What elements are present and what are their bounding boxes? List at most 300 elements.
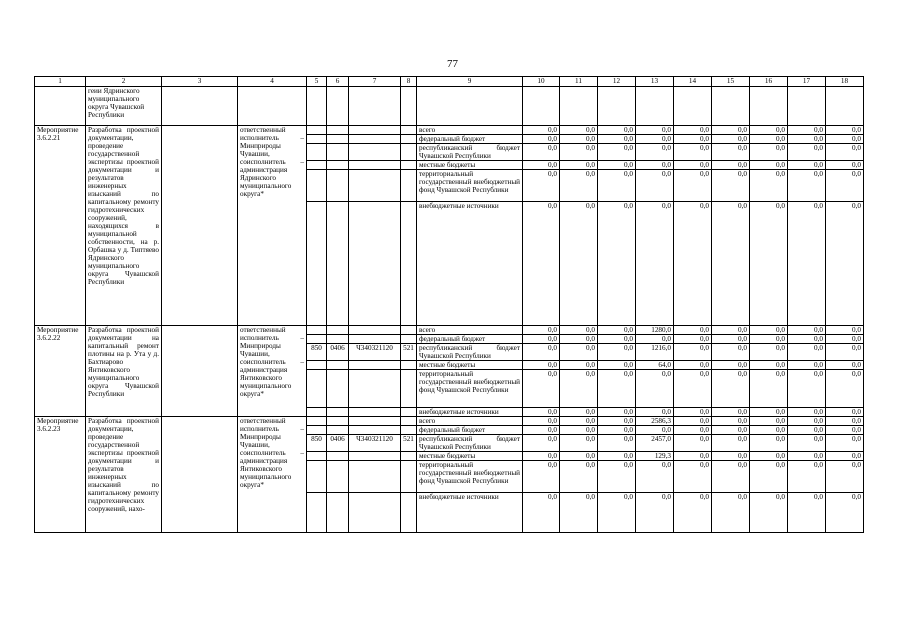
expense-type xyxy=(401,170,417,202)
value-year-13: 0,0 xyxy=(636,408,674,417)
value-year-12: 0,0 xyxy=(598,202,636,326)
value-year-12: 0,0 xyxy=(598,335,636,344)
section-code xyxy=(327,408,349,417)
value-year-16: 0,0 xyxy=(750,493,788,533)
header-cell-2: 2 xyxy=(86,77,162,87)
value-year-13: 0,0 xyxy=(636,135,674,144)
value-year-13: 0,0 xyxy=(636,126,674,135)
header-cell-18: 18 xyxy=(826,77,864,87)
value-year-16: 0,0 xyxy=(750,135,788,144)
value-year-12: 0,0 xyxy=(598,144,636,161)
value-year-14: 0,0 xyxy=(674,426,712,435)
value-year-11: 0,0 xyxy=(560,493,598,533)
value-year-18: 0,0 xyxy=(826,493,864,533)
expense-type xyxy=(401,493,417,533)
value-year-13: 2586,3 xyxy=(636,417,674,426)
expense-type xyxy=(401,461,417,493)
target-article xyxy=(349,202,401,326)
target-article xyxy=(349,126,401,135)
page-number: 77 xyxy=(447,58,458,70)
cont-col11 xyxy=(560,87,598,126)
section-code xyxy=(327,461,349,493)
value-year-11: 0,0 xyxy=(560,408,598,417)
value-year-14: 0,0 xyxy=(674,408,712,417)
value-year-15: 0,0 xyxy=(712,326,750,335)
header-cell-16: 16 xyxy=(750,77,788,87)
expense-type xyxy=(401,370,417,408)
header-cell-3: 3 xyxy=(162,77,238,87)
header-cell-1: 1 xyxy=(35,77,86,87)
expense-type xyxy=(401,144,417,161)
value-year-10: 0,0 xyxy=(523,370,560,408)
cont-col4 xyxy=(238,87,307,126)
target-article xyxy=(349,361,401,370)
target-article xyxy=(349,426,401,435)
value-year-18: 0,0 xyxy=(826,170,864,202)
value-year-17: 0,0 xyxy=(788,326,826,335)
value-year-12: 0,0 xyxy=(598,417,636,426)
header-cell-15: 15 xyxy=(712,77,750,87)
value-year-15: 0,0 xyxy=(712,426,750,435)
header-cell-10: 10 xyxy=(523,77,560,87)
funding-source: внебюджетные источники xyxy=(417,202,523,326)
grbs-code xyxy=(307,461,327,493)
value-year-16: 0,0 xyxy=(750,126,788,135)
expense-type xyxy=(401,326,417,335)
section-code xyxy=(327,452,349,461)
cont-col16 xyxy=(750,87,788,126)
header-cell-5: 5 xyxy=(307,77,327,87)
funding-source: федеральный бюджет xyxy=(417,335,523,344)
col3-empty xyxy=(162,417,238,533)
value-year-17: 0,0 xyxy=(788,144,826,161)
cont-col6 xyxy=(327,87,349,126)
funding-source: внебюджетные источники xyxy=(417,408,523,417)
value-year-11: 0,0 xyxy=(560,161,598,170)
value-year-17: 0,0 xyxy=(788,452,826,461)
value-year-18: 0,0 xyxy=(826,435,864,452)
value-year-18: 0,0 xyxy=(826,326,864,335)
value-year-10: 0,0 xyxy=(523,461,560,493)
value-year-15: 0,0 xyxy=(712,452,750,461)
section-code xyxy=(327,202,349,326)
value-year-13: 129,3 xyxy=(636,452,674,461)
value-year-10: 0,0 xyxy=(523,344,560,361)
funding-source: местные бюджеты xyxy=(417,161,523,170)
target-article xyxy=(349,452,401,461)
value-year-13: 0,0 xyxy=(636,370,674,408)
budget-table xyxy=(34,76,864,533)
value-year-18: 0,0 xyxy=(826,202,864,326)
value-year-16: 0,0 xyxy=(750,426,788,435)
value-year-16: 0,0 xyxy=(750,361,788,370)
value-year-15: 0,0 xyxy=(712,202,750,326)
value-year-10: 0,0 xyxy=(523,408,560,417)
section-code xyxy=(327,417,349,426)
value-year-14: 0,0 xyxy=(674,461,712,493)
funding-source: территориальный государственный внебюджетный фонд Чувашской Республики xyxy=(417,370,523,408)
value-year-15: 0,0 xyxy=(712,126,750,135)
responsible-executor: ответственный исполнитель – Минприроды Чувашии, соисполнитель – администрация Янтиковского муниципального округа* xyxy=(238,417,307,533)
cont-col10 xyxy=(523,87,560,126)
value-year-10: 0,0 xyxy=(523,426,560,435)
cont-col17 xyxy=(788,87,826,126)
section-code xyxy=(327,493,349,533)
header-cell-9: 9 xyxy=(417,77,523,87)
value-year-10: 0,0 xyxy=(523,452,560,461)
value-year-14: 0,0 xyxy=(674,144,712,161)
value-year-17: 0,0 xyxy=(788,202,826,326)
expense-type xyxy=(401,408,417,417)
value-year-15: 0,0 xyxy=(712,161,750,170)
value-year-18: 0,0 xyxy=(826,344,864,361)
funding-source: территориальный государственный внебюджетный фонд Чувашской Республики xyxy=(417,461,523,493)
target-article xyxy=(349,161,401,170)
header-cell-4: 4 xyxy=(238,77,307,87)
grbs-code xyxy=(307,452,327,461)
target-article xyxy=(349,144,401,161)
target-article xyxy=(349,461,401,493)
section-code: 0406 xyxy=(327,344,349,361)
event-code: Мероприятие 3.6.2.22 xyxy=(35,326,86,417)
expense-type xyxy=(401,161,417,170)
value-year-10: 0,0 xyxy=(523,126,560,135)
value-year-16: 0,0 xyxy=(750,144,788,161)
value-year-18: 0,0 xyxy=(826,144,864,161)
value-year-14: 0,0 xyxy=(674,170,712,202)
value-year-12: 0,0 xyxy=(598,452,636,461)
funding-source: местные бюджеты xyxy=(417,452,523,461)
value-year-13: 2457,0 xyxy=(636,435,674,452)
expense-type xyxy=(401,361,417,370)
grbs-code xyxy=(307,144,327,161)
value-year-16: 0,0 xyxy=(750,344,788,361)
table-row xyxy=(35,417,864,426)
section-code xyxy=(327,326,349,335)
value-year-18: 0,0 xyxy=(826,417,864,426)
funding-source: республиканский бюджет Чувашской Республики xyxy=(417,144,523,161)
value-year-14: 0,0 xyxy=(674,452,712,461)
grbs-code xyxy=(307,202,327,326)
value-year-14: 0,0 xyxy=(674,202,712,326)
value-year-12: 0,0 xyxy=(598,493,636,533)
value-year-17: 0,0 xyxy=(788,461,826,493)
value-year-17: 0,0 xyxy=(788,361,826,370)
expense-type xyxy=(401,417,417,426)
value-year-15: 0,0 xyxy=(712,493,750,533)
funding-source: федеральный бюджет xyxy=(417,426,523,435)
grbs-code xyxy=(307,493,327,533)
col3-empty xyxy=(162,326,238,417)
value-year-17: 0,0 xyxy=(788,344,826,361)
col3-empty xyxy=(162,126,238,326)
target-article: Ч340321120 xyxy=(349,344,401,361)
value-year-12: 0,0 xyxy=(598,344,636,361)
value-year-17: 0,0 xyxy=(788,408,826,417)
target-article xyxy=(349,135,401,144)
section-code: 0406 xyxy=(327,435,349,452)
value-year-14: 0,0 xyxy=(674,344,712,361)
value-year-17: 0,0 xyxy=(788,170,826,202)
value-year-16: 0,0 xyxy=(750,408,788,417)
value-year-15: 0,0 xyxy=(712,170,750,202)
target-article xyxy=(349,417,401,426)
value-year-15: 0,0 xyxy=(712,461,750,493)
grbs-code xyxy=(307,370,327,408)
value-year-14: 0,0 xyxy=(674,326,712,335)
header-cell-7: 7 xyxy=(349,77,401,87)
section-code xyxy=(327,170,349,202)
value-year-14: 0,0 xyxy=(674,417,712,426)
expense-type xyxy=(401,335,417,344)
value-year-18: 0,0 xyxy=(826,408,864,417)
value-year-11: 0,0 xyxy=(560,126,598,135)
event-code: Мероприятие 3.6.2.21 xyxy=(35,126,86,326)
value-year-10: 0,0 xyxy=(523,326,560,335)
value-year-11: 0,0 xyxy=(560,335,598,344)
target-article xyxy=(349,326,401,335)
value-year-18: 0,0 xyxy=(826,335,864,344)
section-code xyxy=(327,161,349,170)
value-year-15: 0,0 xyxy=(712,435,750,452)
value-year-13: 0,0 xyxy=(636,170,674,202)
value-year-11: 0,0 xyxy=(560,170,598,202)
grbs-code xyxy=(307,335,327,344)
cont-col5 xyxy=(307,87,327,126)
header-cell-8: 8 xyxy=(401,77,417,87)
value-year-18: 0,0 xyxy=(826,361,864,370)
expense-type xyxy=(401,426,417,435)
expense-type xyxy=(401,126,417,135)
target-article xyxy=(349,370,401,408)
value-year-10: 0,0 xyxy=(523,417,560,426)
value-year-13: 0,0 xyxy=(636,426,674,435)
cont-col15 xyxy=(712,87,750,126)
value-year-11: 0,0 xyxy=(560,144,598,161)
table-row xyxy=(35,326,864,335)
value-year-17: 0,0 xyxy=(788,126,826,135)
responsible-executor: ответственный исполнитель – Минприроды Чувашии, соисполнитель – администрация Янтиковского муниципального округа* xyxy=(238,326,307,417)
value-year-15: 0,0 xyxy=(712,408,750,417)
header-cell-13: 13 xyxy=(636,77,674,87)
value-year-16: 0,0 xyxy=(750,417,788,426)
value-year-11: 0,0 xyxy=(560,326,598,335)
value-year-10: 0,0 xyxy=(523,170,560,202)
cont-col8 xyxy=(401,87,417,126)
target-article xyxy=(349,170,401,202)
grbs-code xyxy=(307,161,327,170)
value-year-16: 0,0 xyxy=(750,461,788,493)
value-year-18: 0,0 xyxy=(826,135,864,144)
section-code xyxy=(327,370,349,408)
value-year-10: 0,0 xyxy=(523,493,560,533)
value-year-11: 0,0 xyxy=(560,361,598,370)
value-year-16: 0,0 xyxy=(750,326,788,335)
header-cell-11: 11 xyxy=(560,77,598,87)
value-year-12: 0,0 xyxy=(598,126,636,135)
value-year-18: 0,0 xyxy=(826,452,864,461)
value-year-15: 0,0 xyxy=(712,335,750,344)
event-description: Разработка проектной документации на капитальный ремонт плотины на р. Ута у д. Бахтиарово Янтиковского муниципального округа Чувашской Республики xyxy=(86,326,162,417)
cont-col14 xyxy=(674,87,712,126)
header-row xyxy=(35,77,864,87)
expense-type: 521 xyxy=(401,344,417,361)
value-year-13: 0,0 xyxy=(636,161,674,170)
grbs-code xyxy=(307,426,327,435)
section-code xyxy=(327,335,349,344)
value-year-14: 0,0 xyxy=(674,435,712,452)
value-year-13: 0,0 xyxy=(636,202,674,326)
target-article xyxy=(349,493,401,533)
value-year-13: 1216,0 xyxy=(636,344,674,361)
value-year-14: 0,0 xyxy=(674,135,712,144)
grbs-code: 850 xyxy=(307,344,327,361)
value-year-13: 0,0 xyxy=(636,144,674,161)
value-year-10: 0,0 xyxy=(523,202,560,326)
value-year-17: 0,0 xyxy=(788,435,826,452)
value-year-10: 0,0 xyxy=(523,135,560,144)
section-code xyxy=(327,135,349,144)
value-year-18: 0,0 xyxy=(826,461,864,493)
target-article xyxy=(349,335,401,344)
value-year-11: 0,0 xyxy=(560,135,598,144)
section-code xyxy=(327,126,349,135)
funding-source: федеральный бюджет xyxy=(417,135,523,144)
value-year-11: 0,0 xyxy=(560,435,598,452)
expense-type xyxy=(401,452,417,461)
section-code xyxy=(327,361,349,370)
value-year-12: 0,0 xyxy=(598,361,636,370)
section-code xyxy=(327,426,349,435)
header-cell-14: 14 xyxy=(674,77,712,87)
target-article xyxy=(349,408,401,417)
grbs-code xyxy=(307,417,327,426)
cont-col1 xyxy=(35,87,86,126)
value-year-12: 0,0 xyxy=(598,170,636,202)
header-cell-17: 17 xyxy=(788,77,826,87)
value-year-11: 0,0 xyxy=(560,461,598,493)
funding-source: местные бюджеты xyxy=(417,361,523,370)
value-year-14: 0,0 xyxy=(674,161,712,170)
expense-type xyxy=(401,202,417,326)
value-year-13: 1280,0 xyxy=(636,326,674,335)
value-year-12: 0,0 xyxy=(598,408,636,417)
value-year-11: 0,0 xyxy=(560,452,598,461)
header-cell-6: 6 xyxy=(327,77,349,87)
value-year-17: 0,0 xyxy=(788,135,826,144)
cont-col18 xyxy=(826,87,864,126)
value-year-18: 0,0 xyxy=(826,426,864,435)
value-year-10: 0,0 xyxy=(523,161,560,170)
value-year-16: 0,0 xyxy=(750,161,788,170)
value-year-14: 0,0 xyxy=(674,370,712,408)
value-year-13: 64,0 xyxy=(636,361,674,370)
section-code xyxy=(327,144,349,161)
header-cell-12: 12 xyxy=(598,77,636,87)
value-year-15: 0,0 xyxy=(712,344,750,361)
grbs-code xyxy=(307,408,327,417)
grbs-code xyxy=(307,170,327,202)
funding-source: всего xyxy=(417,326,523,335)
value-year-12: 0,0 xyxy=(598,135,636,144)
value-year-14: 0,0 xyxy=(674,335,712,344)
continuation-row xyxy=(35,87,864,126)
event-description: Разработка проектной документации, проведение государственной экспертизы проектной документации и результатов инженерных изысканий по капитальному ремонту гидротехнических сооружений, находящихся в муниципальной собственности, на р. Орбашка у д. Типтяево Ядринского муниципального округа Чувашской Республики xyxy=(86,126,162,326)
value-year-18: 0,0 xyxy=(826,161,864,170)
target-article: Ч340321120 xyxy=(349,435,401,452)
event-code: Мероприятие 3.6.2.23 xyxy=(35,417,86,533)
cont-col2-text: геии Ядринского муниципального округа Чувашской Республики xyxy=(86,87,162,126)
value-year-12: 0,0 xyxy=(598,461,636,493)
funding-source: республиканский бюджет Чувашской Республики xyxy=(417,344,523,361)
value-year-15: 0,0 xyxy=(712,135,750,144)
funding-source: всего xyxy=(417,417,523,426)
cont-col3 xyxy=(162,87,238,126)
value-year-17: 0,0 xyxy=(788,335,826,344)
value-year-17: 0,0 xyxy=(788,417,826,426)
funding-source: всего xyxy=(417,126,523,135)
grbs-code xyxy=(307,326,327,335)
grbs-code xyxy=(307,135,327,144)
value-year-16: 0,0 xyxy=(750,452,788,461)
value-year-13: 0,0 xyxy=(636,461,674,493)
event-description: Разработка проектной документации, проведение государственной экспертизы проектной документации и результатов инженерных изысканий по капитальному ремонту гидротехнических сооружений, нахо- xyxy=(86,417,162,533)
value-year-17: 0,0 xyxy=(788,426,826,435)
value-year-11: 0,0 xyxy=(560,426,598,435)
cont-col7 xyxy=(349,87,401,126)
value-year-11: 0,0 xyxy=(560,417,598,426)
grbs-code xyxy=(307,361,327,370)
value-year-15: 0,0 xyxy=(712,144,750,161)
cont-col13 xyxy=(636,87,674,126)
expense-type: 521 xyxy=(401,435,417,452)
value-year-14: 0,0 xyxy=(674,361,712,370)
value-year-12: 0,0 xyxy=(598,161,636,170)
value-year-13: 0,0 xyxy=(636,335,674,344)
value-year-13: 0,0 xyxy=(636,493,674,533)
cont-col12 xyxy=(598,87,636,126)
value-year-16: 0,0 xyxy=(750,435,788,452)
funding-source: территориальный государственный внебюджетный фонд Чувашской Республики xyxy=(417,170,523,202)
grbs-code: 850 xyxy=(307,435,327,452)
funding-source: внебюджетные источники xyxy=(417,493,523,533)
value-year-17: 0,0 xyxy=(788,493,826,533)
value-year-11: 0,0 xyxy=(560,202,598,326)
value-year-17: 0,0 xyxy=(788,370,826,408)
value-year-10: 0,0 xyxy=(523,144,560,161)
value-year-16: 0,0 xyxy=(750,370,788,408)
funding-source: республиканский бюджет Чувашской Республики xyxy=(417,435,523,452)
value-year-12: 0,0 xyxy=(598,435,636,452)
value-year-15: 0,0 xyxy=(712,361,750,370)
value-year-14: 0,0 xyxy=(674,126,712,135)
value-year-18: 0,0 xyxy=(826,370,864,408)
value-year-10: 0,0 xyxy=(523,335,560,344)
value-year-16: 0,0 xyxy=(750,202,788,326)
value-year-11: 0,0 xyxy=(560,344,598,361)
value-year-16: 0,0 xyxy=(750,335,788,344)
value-year-17: 0,0 xyxy=(788,161,826,170)
value-year-10: 0,0 xyxy=(523,435,560,452)
value-year-10: 0,0 xyxy=(523,361,560,370)
value-year-14: 0,0 xyxy=(674,493,712,533)
expense-type xyxy=(401,135,417,144)
value-year-12: 0,0 xyxy=(598,326,636,335)
table-row xyxy=(35,126,864,135)
value-year-12: 0,0 xyxy=(598,426,636,435)
grbs-code xyxy=(307,126,327,135)
value-year-15: 0,0 xyxy=(712,370,750,408)
